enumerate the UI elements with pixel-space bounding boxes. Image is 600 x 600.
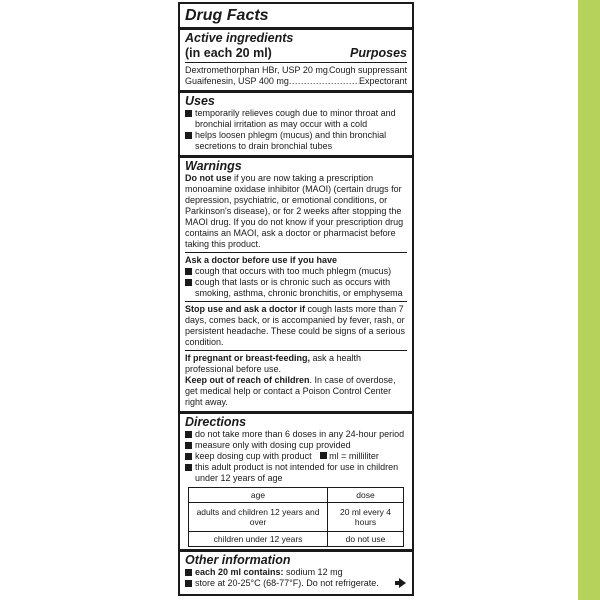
other-information-heading: Other information: [185, 553, 291, 567]
table-cell-dose: 20 ml every 4 hours: [328, 503, 404, 532]
table-header-age: age: [189, 488, 328, 503]
list-item: temporarily relieves cough due to minor throat and bronchial irritation as may occur with a cold: [185, 108, 407, 130]
list-item: cough that occurs with too much phlegm (mucus): [185, 266, 407, 277]
active-ingredients-subheading: (in each 20 ml): [185, 46, 272, 60]
divider: [180, 549, 412, 552]
list-item: this adult product is not intended for use in children under 12 years of age: [185, 462, 407, 484]
list-item: do not take more than 6 doses in any 24-hour period: [185, 429, 407, 440]
list-item: each 20 ml contains: sodium 12 mg: [185, 567, 407, 578]
do-not-use-paragraph: Do not use if you are now taking a prescription monoamine oxidase inhibitor (MAOI) (certain drugs for depression, psychiatric, or emotional conditions, or Parkinson's disease), or for 2 weeks after stopping the MAOI drug. If you do not know if your prescription drug contains an MAOI, ask a doctor or pharmacist before taking this product.: [185, 173, 404, 249]
stop-use-paragraph: Stop use and ask a doctor if cough lasts more than 7 days, comes back, or is accompanied by fever, rash, or persistent headache. These could be signs of a serious condition.: [185, 304, 405, 347]
ingredient-name: Guaifenesin, USP 400 mg: [185, 76, 289, 86]
table-cell-dose: do not use: [328, 532, 404, 547]
bullet-square-icon: [185, 580, 192, 587]
list-item: store at 20-25°C (68-77°F). Do not refrigerate.: [185, 578, 407, 589]
ingredient-row: [185, 76, 407, 87]
divider: [185, 350, 407, 351]
arrow-right-icon: [399, 578, 406, 588]
table-cell-age: children under 12 years: [189, 532, 328, 547]
active-ingredients-heading: Active ingredients: [185, 31, 294, 45]
divider: [180, 155, 412, 158]
dosage-table: [188, 487, 404, 547]
table-row: [189, 503, 404, 532]
active-ingredients-section: [185, 30, 407, 87]
divider: [180, 411, 412, 414]
bullet-square-icon: [185, 279, 192, 286]
bullet-square-icon: [185, 268, 192, 275]
table-cell-age: adults and children 12 years and over: [189, 503, 328, 532]
uses-section: [185, 94, 407, 152]
ask-doctor-heading: Ask a doctor before use if you have: [185, 255, 338, 265]
bullet-square-icon: [185, 464, 192, 471]
warnings-heading: Warnings: [185, 159, 242, 173]
list-item: keep dosing cup with product ml = milliliter: [185, 451, 407, 462]
ingredient-purpose: Expectorant: [358, 76, 407, 86]
list-item: helps loosen phlegm (mucus) and thin bronchial secretions to drain bronchial tubes: [185, 130, 407, 152]
directions-heading: Directions: [185, 415, 247, 429]
bullet-square-icon: [185, 453, 192, 460]
bullet-square-icon: [185, 431, 192, 438]
leader-dots: [289, 76, 359, 87]
list-item: measure only with dosing cup provided: [185, 440, 407, 451]
pregnant-paragraph: If pregnant or breast-feeding, ask a health professional before use.: [185, 353, 362, 374]
bullet-square-icon: [185, 110, 192, 117]
table-header-row: [189, 488, 404, 503]
list-item: cough that lasts or is chronic such as occurs with smoking, asthma, chronic bronchitis, or emphysema: [185, 277, 407, 299]
divider: [185, 301, 407, 302]
table-row: [189, 532, 404, 547]
warnings-section: [185, 159, 407, 408]
bullet-square-icon: [185, 442, 192, 449]
ingredient-name: Dextromethorphan HBr, USP 20 mg: [185, 65, 328, 75]
ingredient-purpose: Cough suppressant: [328, 65, 407, 75]
bullet-square-icon: [320, 452, 327, 459]
divider: [185, 62, 407, 63]
divider: [185, 252, 407, 253]
purposes-heading: Purposes: [350, 46, 407, 60]
package-green-band: [578, 0, 600, 600]
ingredient-row: [185, 65, 407, 76]
drug-facts-panel: [178, 2, 414, 596]
drug-facts-title: Drug Facts: [185, 7, 269, 24]
table-header-dose: dose: [328, 488, 404, 503]
other-information-section: [185, 553, 407, 589]
uses-heading: Uses: [185, 94, 215, 108]
keep-out-of-reach-paragraph: Keep out of reach of children. In case of overdose, get medical help or contact a Poison Control Center right away.: [185, 375, 396, 407]
directions-section: [185, 415, 407, 547]
divider: [180, 90, 412, 93]
bullet-square-icon: [185, 569, 192, 576]
bullet-square-icon: [185, 132, 192, 139]
